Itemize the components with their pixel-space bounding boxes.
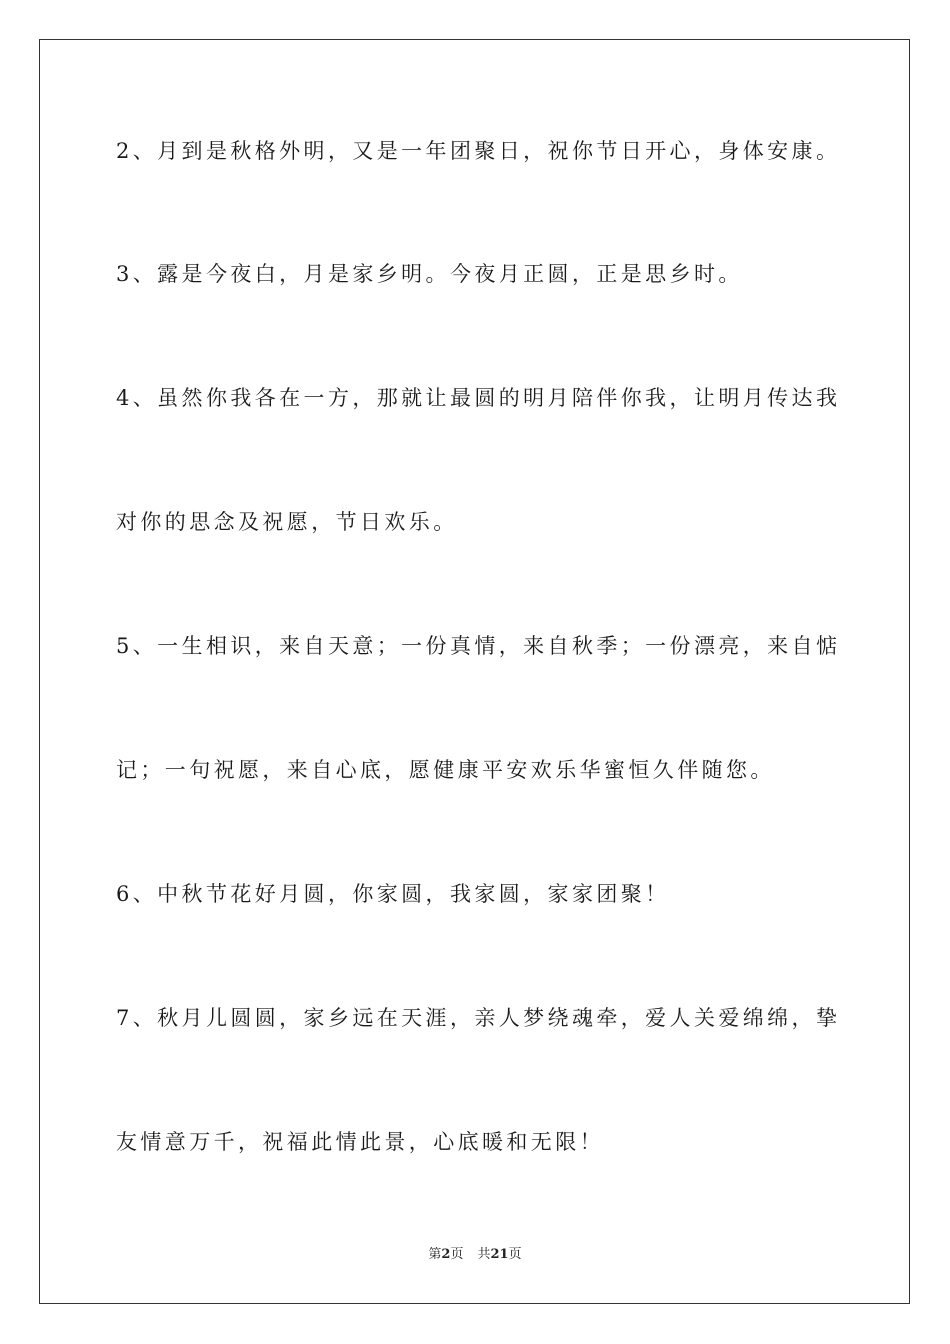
text-line: 4、虽然你我各在一方，那就让最圆的明月陪伴你我，让明月传达我 [116, 386, 841, 410]
text-line: 记；一句祝愿，来自心底，愿健康平安欢乐华蜜恒久伴随您。 [116, 758, 775, 782]
page-prefix: 第 [428, 1247, 442, 1262]
text-line: 友情意万千，祝福此情此景，心底暖和无限！ [116, 1130, 604, 1154]
total-pages: 21 [490, 1247, 509, 1262]
text-line: 6、中秋节花好月圆，你家圆，我家圆，家家团聚！ [116, 882, 670, 906]
page-border [39, 39, 910, 1304]
page-footer [0, 1246, 950, 1264]
page-number: 2 [441, 1247, 451, 1262]
text-line: 2、月到是秋格外明，又是一年团聚日，祝你节日开心，身体安康。 [116, 139, 841, 163]
total-prefix: 共 [477, 1247, 491, 1262]
text-line: 对你的思念及祝愿，节日欢乐。 [116, 510, 458, 534]
text-line: 7、秋月儿圆圆，家乡远在天涯，亲人梦绕魂牵，爱人关爱绵绵，挚 [116, 1006, 841, 1030]
total-suffix: 页 [508, 1247, 522, 1262]
page-suffix: 页 [450, 1247, 464, 1262]
text-line: 3、露是今夜白，月是家乡明。今夜月正圆，正是思乡时。 [116, 262, 743, 286]
text-line: 5、一生相识，来自天意；一份真情，来自秋季；一份漂亮，来自惦 [116, 634, 841, 658]
